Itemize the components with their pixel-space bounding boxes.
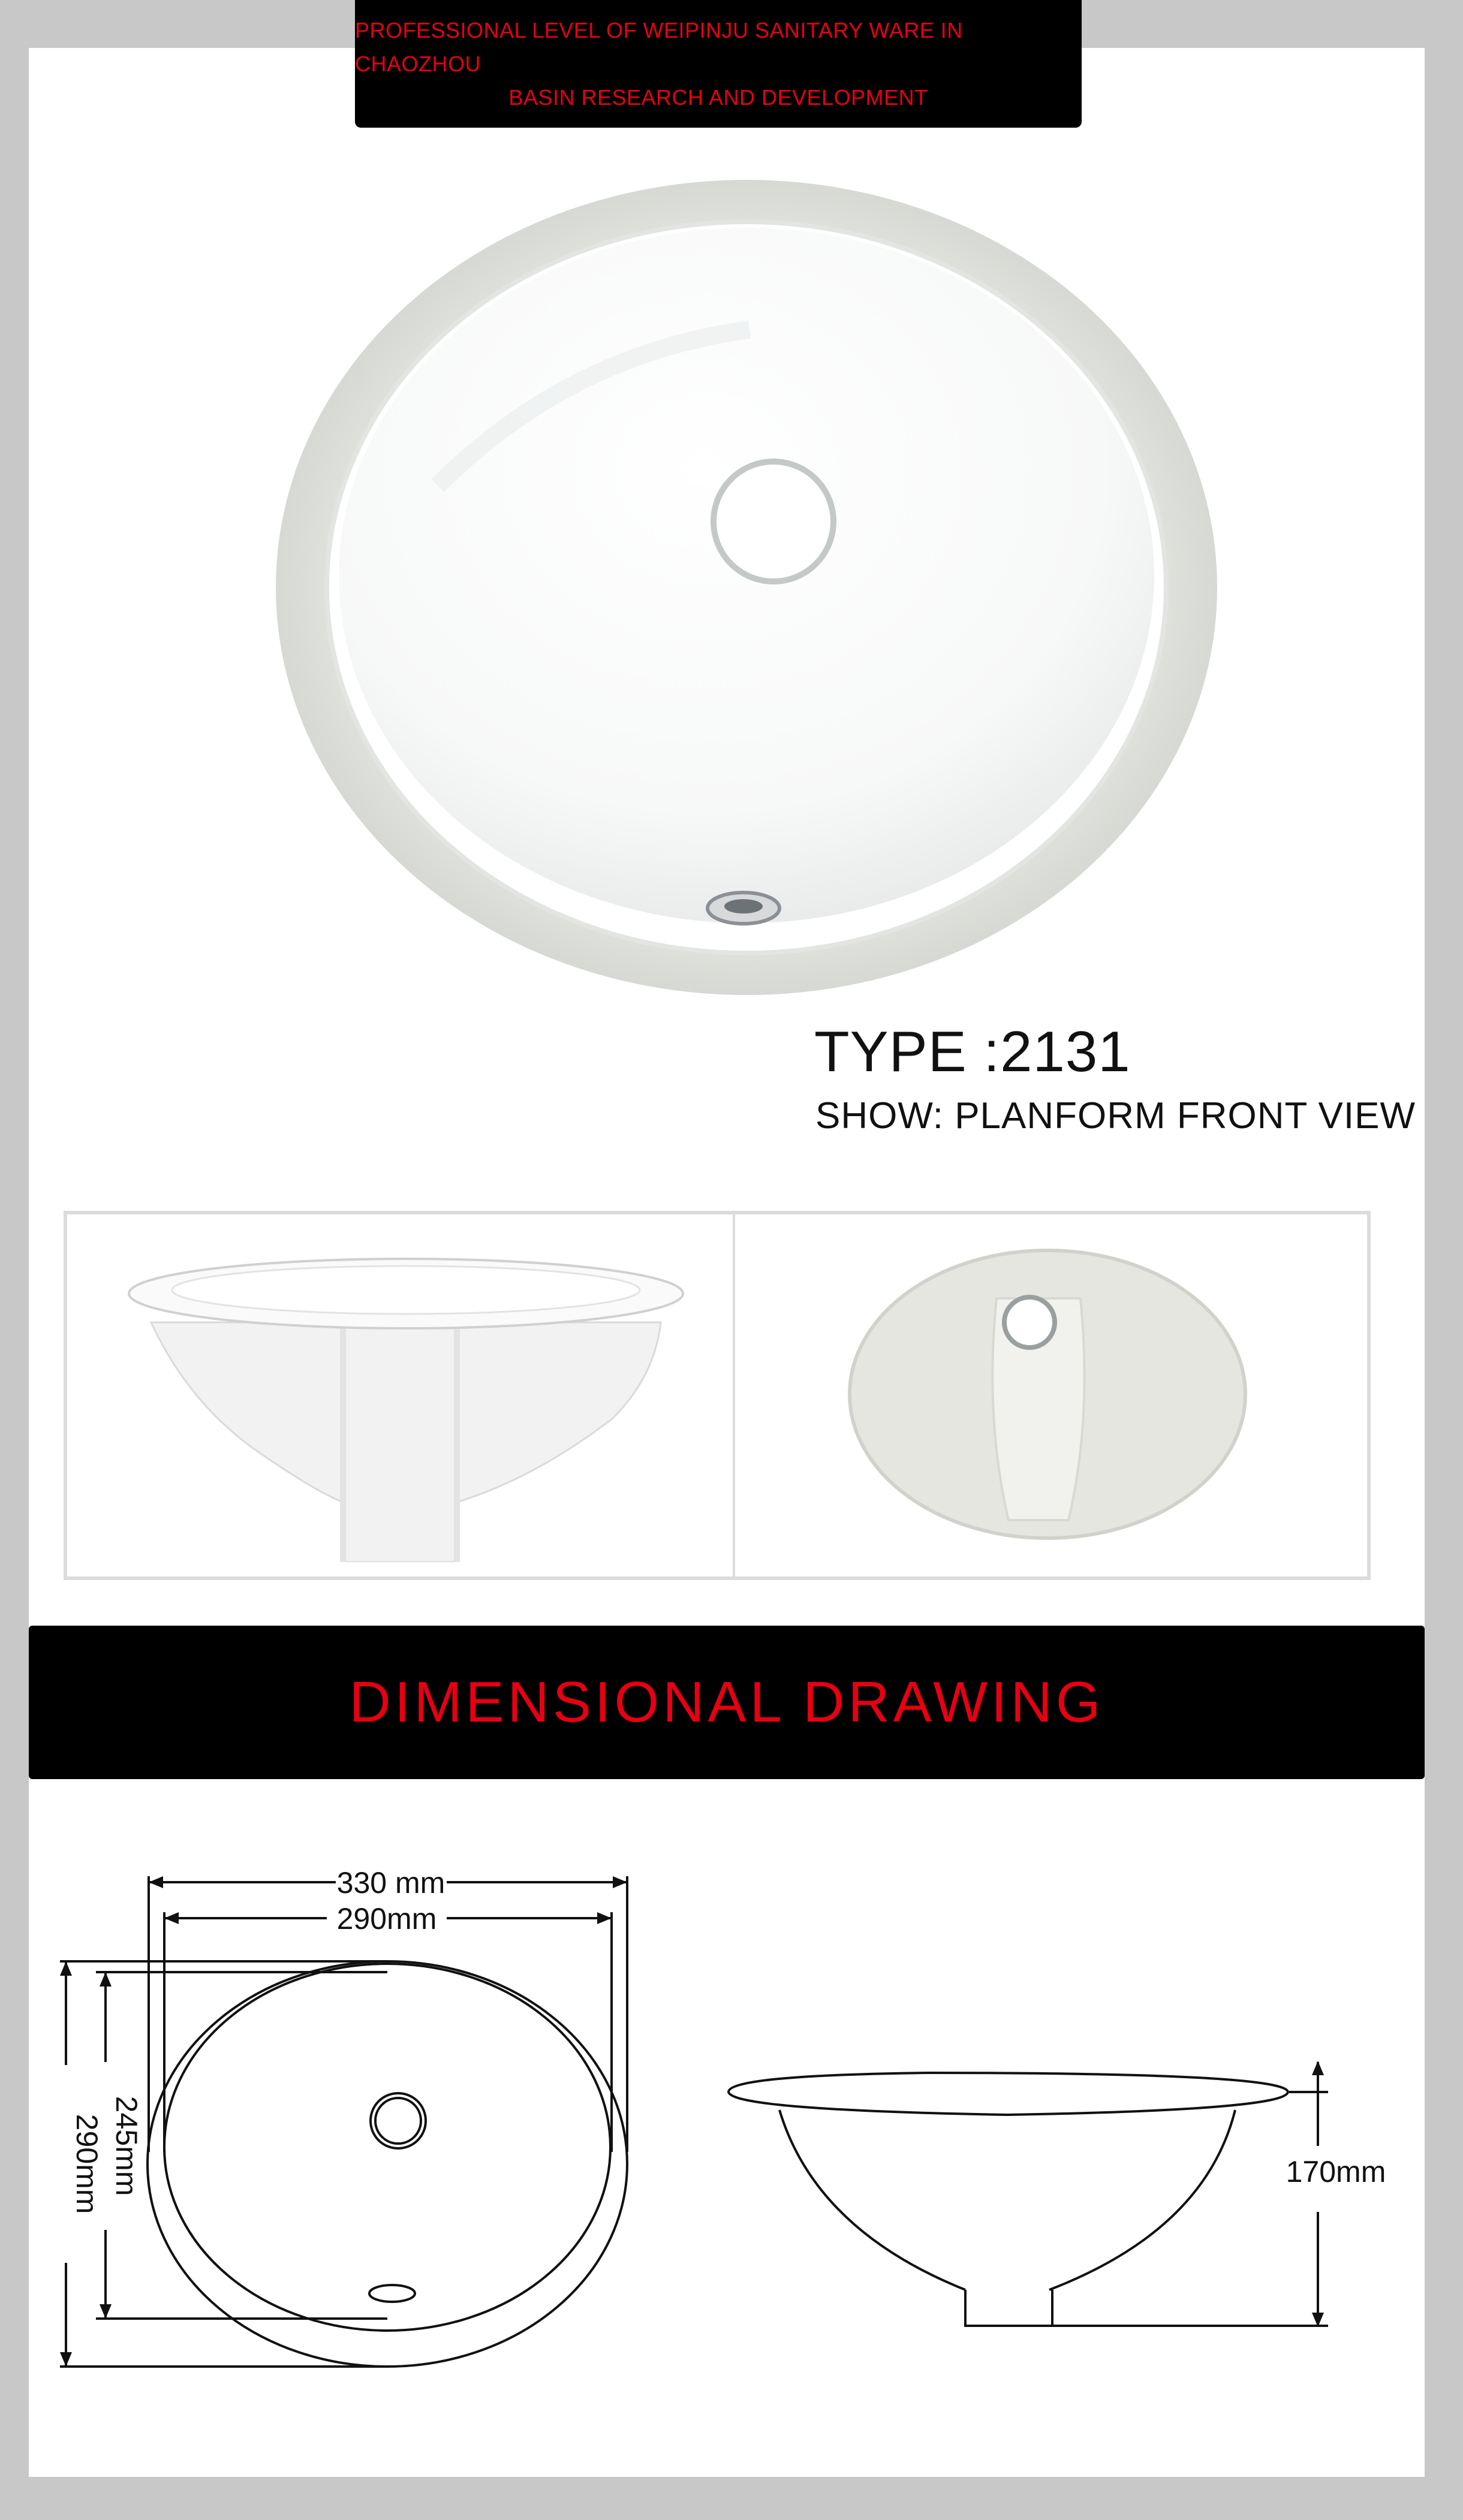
- basin-side-view-image: [115, 1250, 715, 1562]
- outer-outline: [147, 1961, 627, 2367]
- height-label: 170mm: [1286, 2155, 1386, 2189]
- basin-bottom-view-image: [817, 1238, 1296, 1562]
- drain-outline: [371, 2093, 426, 2148]
- drain-hole: [714, 462, 833, 581]
- inner-length-label: 245mm: [110, 2096, 143, 2196]
- top-banner: [355, 0, 1082, 128]
- product-type-label: TYPE :2131: [814, 1020, 1131, 1084]
- dimensional-drawing-header: [29, 1626, 1425, 1779]
- outer-length-label: 290mm: [70, 2114, 104, 2214]
- outer-width-label: 330 mm: [336, 1866, 445, 1900]
- side-rim-outline: [729, 2073, 1288, 2115]
- banner-line-2: BASIN RESEARCH AND DEVELOPMENT: [508, 85, 928, 110]
- basin-top-view-image: [270, 174, 1229, 1013]
- product-views-box: [64, 1211, 1371, 1580]
- view-caption: SHOW: PLANFORM FRONT VIEW: [815, 1095, 1416, 1137]
- views-divider: [733, 1214, 735, 1576]
- section-title: DIMENSIONAL DRAWING: [349, 1670, 1104, 1734]
- dimensional-drawing: [0, 1798, 1463, 2470]
- inner-width-label: 290mm: [336, 1902, 437, 1936]
- banner-line-1: PROFESSIONAL LEVEL OF WEIPINJU SANITARY WARE IN CHAOZHOU: [355, 17, 963, 76]
